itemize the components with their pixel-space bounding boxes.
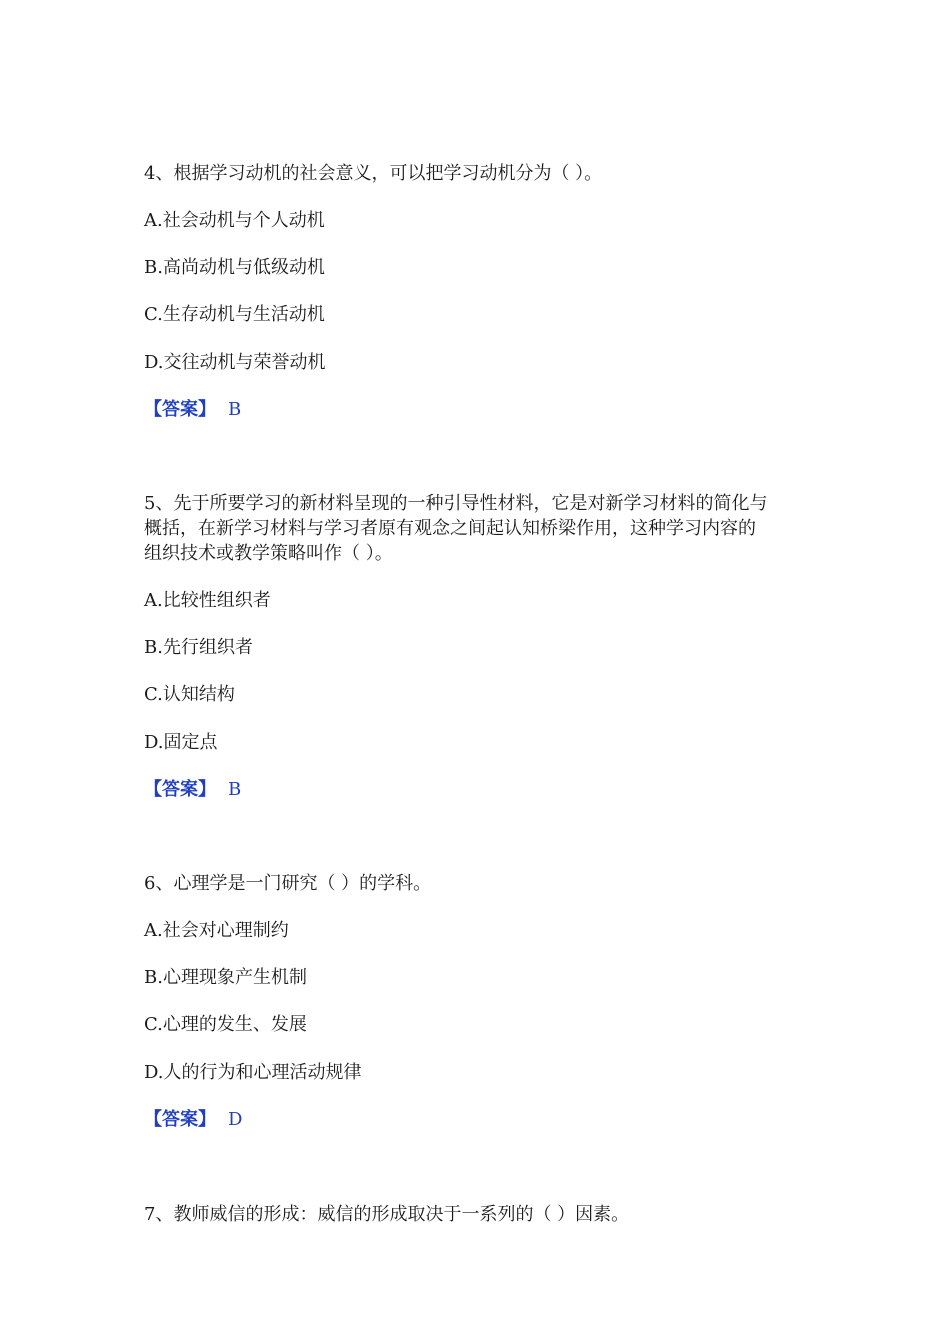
question-4-option-d: D.交往动机与荣誉动机	[144, 352, 326, 373]
question-5-option-d: D.固定点	[144, 732, 218, 753]
question-6-stem: 6、心理学是一门研究（ ）的学科。	[144, 873, 432, 894]
answer-label: 【答案】	[144, 1109, 216, 1130]
question-6-option-c: C.心理的发生、发展	[144, 1014, 307, 1035]
answer-value: B	[228, 399, 242, 420]
question-6-option-a: A.社会对心理制约	[144, 920, 289, 941]
answer-value: D	[228, 1109, 243, 1130]
question-5-option-b: B.先行组织者	[144, 637, 253, 658]
question-5-answer	[144, 778, 241, 802]
answer-value: B	[228, 779, 242, 800]
question-5-stem-line-3: 组织技术或教学策略叫作（ ）。	[144, 543, 393, 564]
question-5-option-c: C.认知结构	[144, 684, 235, 705]
question-5-option-a: A.比较性组织者	[144, 590, 271, 611]
question-4-option-b: B.高尚动机与低级动机	[144, 257, 325, 278]
question-6-answer	[144, 1108, 242, 1132]
answer-label: 【答案】	[144, 779, 216, 800]
question-4-answer	[144, 398, 241, 422]
question-5-stem-line-2: 概括，在新学习材料与学习者原有观念之间起认知桥梁作用，这种学习内容的	[144, 518, 756, 539]
question-4-option-a: A.社会动机与个人动机	[144, 210, 325, 231]
question-6-option-b: B.心理现象产生机制	[144, 967, 307, 988]
question-6-option-d: D.人的行为和心理活动规律	[144, 1062, 362, 1083]
question-7-stem: 7、教师威信的形成：威信的形成取决于一系列的（ ）因素。	[144, 1204, 630, 1225]
answer-label: 【答案】	[144, 399, 216, 420]
question-4-stem: 4、根据学习动机的社会意义，可以把学习动机分为（ ）。	[144, 163, 603, 184]
question-4-option-c: C.生存动机与生活动机	[144, 304, 325, 325]
question-5-stem-line-1: 5、先于所要学习的新材料呈现的一种引导性材料，它是对新学习材料的简化与	[144, 493, 768, 514]
